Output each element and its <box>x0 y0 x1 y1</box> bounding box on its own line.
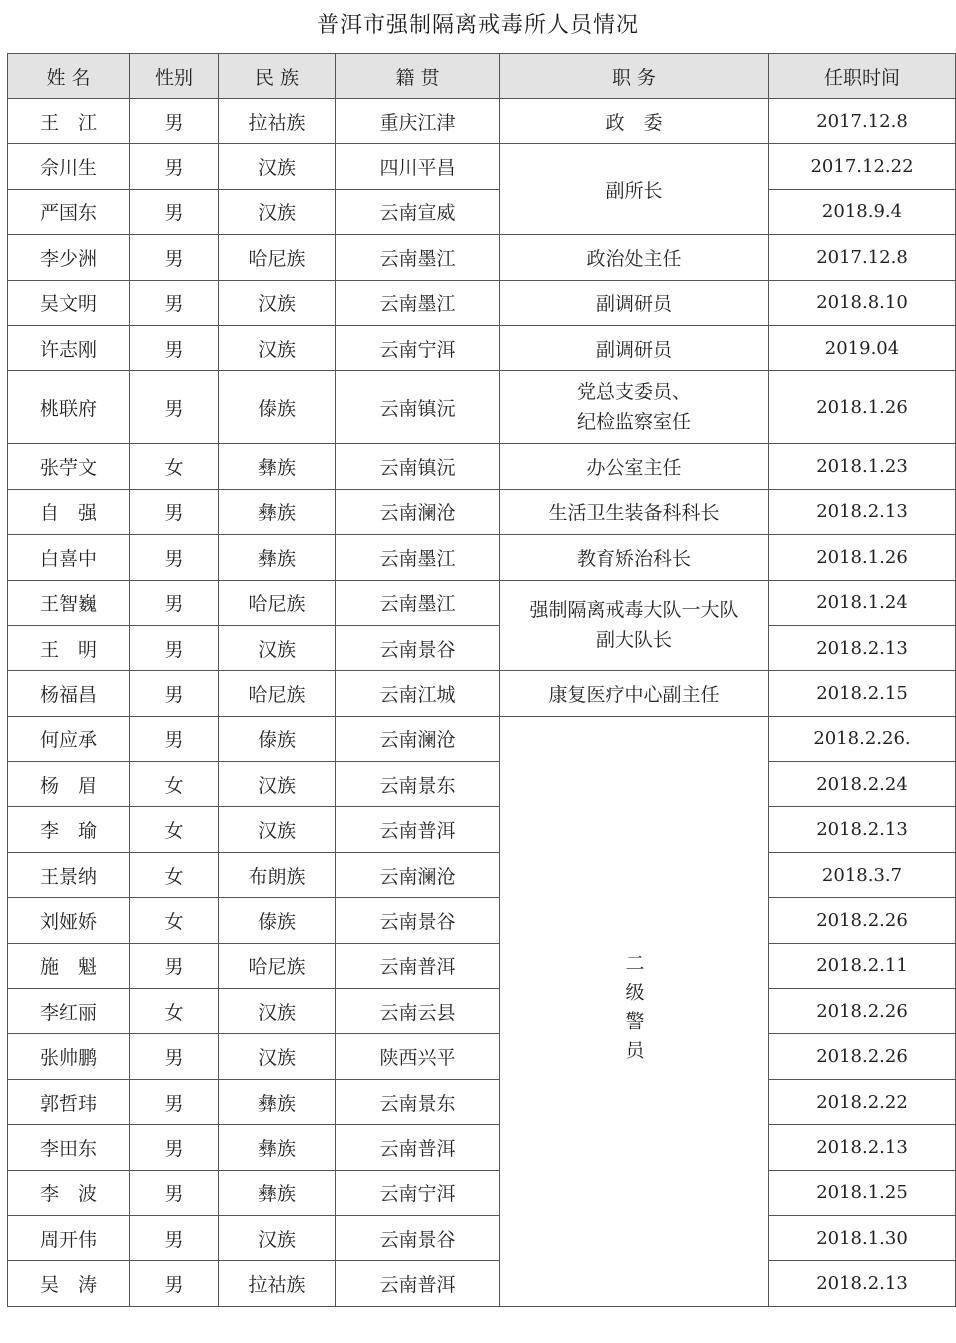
table-row <box>8 671 956 716</box>
cell-gender: 男 <box>130 943 219 988</box>
cell-origin: 云南景东 <box>336 1079 500 1124</box>
cell-origin: 云南墨江 <box>336 280 500 325</box>
cell-gender: 男 <box>130 1215 219 1260</box>
cell-ethnicity: 汉族 <box>219 625 336 670</box>
cell-gender: 女 <box>130 898 219 943</box>
cell-gender: 男 <box>130 1125 219 1170</box>
cell-origin: 云南澜沧 <box>336 716 500 761</box>
cell-date: 2018.2.13 <box>769 625 956 670</box>
cell-name: 张帅鹏 <box>8 1034 130 1079</box>
table-row <box>8 989 956 1034</box>
header-name: 姓 名 <box>8 54 130 99</box>
cell-ethnicity: 彝族 <box>219 1125 336 1170</box>
cell-name: 严国东 <box>8 189 130 234</box>
cell-date: 2018.1.26 <box>769 371 956 444</box>
table-row <box>8 1125 956 1170</box>
cell-date: 2018.2.24 <box>769 762 956 807</box>
page-title: 普洱市强制隔离戒毒所人员情况 <box>316 13 639 38</box>
cell-ethnicity: 汉族 <box>219 762 336 807</box>
cell-origin: 云南宁洱 <box>336 1170 500 1215</box>
table-row <box>8 1034 956 1079</box>
cell-origin: 重庆江津 <box>336 99 500 144</box>
header-appointment-date: 任职时间 <box>769 54 956 99</box>
cell-gender: 男 <box>130 580 219 625</box>
cell-ethnicity: 布朗族 <box>219 852 336 897</box>
cell-date: 2017.12.8 <box>769 235 956 280</box>
cell-gender: 女 <box>130 989 219 1034</box>
table-row <box>8 625 956 670</box>
table-row <box>8 235 956 280</box>
cell-name: 杨 眉 <box>8 762 130 807</box>
cell-gender: 男 <box>130 535 219 580</box>
cell-gender: 男 <box>130 99 219 144</box>
cell-gender: 男 <box>130 371 219 444</box>
cell-date: 2018.2.26 <box>769 1034 956 1079</box>
cell-ethnicity: 汉族 <box>219 325 336 370</box>
cell-position: 政治处主任 <box>500 235 769 280</box>
cell-origin: 云南镇沅 <box>336 371 500 444</box>
table-row <box>8 1215 956 1260</box>
cell-date: 2018.1.24 <box>769 580 956 625</box>
cell-name: 王 明 <box>8 625 130 670</box>
cell-name: 桃联府 <box>8 371 130 444</box>
table-row <box>8 716 956 761</box>
cell-ethnicity: 哈尼族 <box>219 943 336 988</box>
table-row <box>8 943 956 988</box>
cell-gender: 男 <box>130 235 219 280</box>
cell-gender: 男 <box>130 1261 219 1306</box>
cell-date: 2017.12.22 <box>769 144 956 189</box>
cell-gender: 男 <box>130 189 219 234</box>
position-vertical-text: 二级警员 <box>622 953 645 1070</box>
cell-ethnicity: 汉族 <box>219 1034 336 1079</box>
cell-origin: 云南普洱 <box>336 1125 500 1170</box>
cell-date: 2018.2.22 <box>769 1079 956 1124</box>
cell-position: 副所长 <box>500 144 769 235</box>
cell-origin: 云南澜沧 <box>336 489 500 534</box>
cell-name: 李红丽 <box>8 989 130 1034</box>
cell-position: 教育矫治科长 <box>500 535 769 580</box>
cell-date: 2018.2.13 <box>769 489 956 534</box>
cell-ethnicity: 傣族 <box>219 898 336 943</box>
cell-date: 2018.1.23 <box>769 444 956 489</box>
cell-origin: 云南镇沅 <box>336 444 500 489</box>
cell-date: 2018.2.15 <box>769 671 956 716</box>
cell-ethnicity: 彝族 <box>219 535 336 580</box>
cell-date: 2018.1.30 <box>769 1215 956 1260</box>
cell-name: 施 魁 <box>8 943 130 988</box>
cell-date: 2018.1.26 <box>769 535 956 580</box>
table-row <box>8 1261 956 1306</box>
cell-ethnicity: 拉祜族 <box>219 99 336 144</box>
position-line: 纪检监察室任 <box>576 411 691 434</box>
cell-ethnicity: 汉族 <box>219 807 336 852</box>
cell-date: 2018.1.25 <box>769 1170 956 1215</box>
header-position: 职 务 <box>500 54 769 99</box>
cell-ethnicity: 汉族 <box>219 280 336 325</box>
cell-gender: 男 <box>130 625 219 670</box>
cell-ethnicity: 彝族 <box>219 489 336 534</box>
cell-name: 王 江 <box>8 99 130 144</box>
cell-position <box>500 580 769 671</box>
cell-ethnicity: 彝族 <box>219 1079 336 1124</box>
header-gender: 性别 <box>130 54 219 99</box>
table-row <box>8 1170 956 1215</box>
cell-date: 2018.8.10 <box>769 280 956 325</box>
cell-position: 办公室主任 <box>500 444 769 489</box>
cell-gender: 女 <box>130 762 219 807</box>
table-row <box>8 371 956 444</box>
cell-position: 生活卫生装备科科长 <box>500 489 769 534</box>
cell-name: 自 强 <box>8 489 130 534</box>
cell-origin: 云南景东 <box>336 762 500 807</box>
cell-position: 政 委 <box>500 99 769 144</box>
table-row <box>8 489 956 534</box>
cell-gender: 男 <box>130 1034 219 1079</box>
header-ethnicity: 民 族 <box>219 54 336 99</box>
table-row <box>8 762 956 807</box>
cell-origin: 陕西兴平 <box>336 1034 500 1079</box>
cell-origin: 云南云县 <box>336 989 500 1034</box>
cell-origin: 云南宣威 <box>336 189 500 234</box>
table-row <box>8 325 956 370</box>
cell-position: 副调研员 <box>500 280 769 325</box>
cell-ethnicity: 汉族 <box>219 1215 336 1260</box>
cell-gender: 女 <box>130 444 219 489</box>
cell-position-vertical <box>500 716 769 1306</box>
table-row <box>8 535 956 580</box>
personnel-table <box>7 53 956 1307</box>
cell-date: 2018.2.13 <box>769 807 956 852</box>
cell-name: 李 波 <box>8 1170 130 1215</box>
cell-origin: 云南江城 <box>336 671 500 716</box>
cell-origin: 云南普洱 <box>336 807 500 852</box>
cell-date: 2018.2.26. <box>769 716 956 761</box>
cell-name: 李少洲 <box>8 235 130 280</box>
cell-ethnicity: 傣族 <box>219 371 336 444</box>
cell-date: 2019.04 <box>769 325 956 370</box>
cell-gender: 男 <box>130 671 219 716</box>
cell-ethnicity: 哈尼族 <box>219 580 336 625</box>
cell-name: 李 瑜 <box>8 807 130 852</box>
cell-origin: 云南景谷 <box>336 625 500 670</box>
table-row <box>8 807 956 852</box>
cell-origin: 云南普洱 <box>336 1261 500 1306</box>
cell-ethnicity: 哈尼族 <box>219 671 336 716</box>
cell-origin: 云南景谷 <box>336 898 500 943</box>
cell-name: 许志刚 <box>8 325 130 370</box>
cell-gender: 男 <box>130 144 219 189</box>
position-line: 强制隔离戒毒大队一大队 <box>529 599 739 622</box>
cell-ethnicity: 彝族 <box>219 1170 336 1215</box>
cell-name: 周开伟 <box>8 1215 130 1260</box>
table-row <box>8 580 956 625</box>
cell-gender: 男 <box>130 1170 219 1215</box>
cell-ethnicity: 汉族 <box>219 189 336 234</box>
table-row <box>8 1079 956 1124</box>
cell-name: 刘娅娇 <box>8 898 130 943</box>
table-row <box>8 444 956 489</box>
cell-date: 2018.2.11 <box>769 943 956 988</box>
cell-name: 佘川生 <box>8 144 130 189</box>
table-row <box>8 189 956 234</box>
cell-origin: 四川平昌 <box>336 144 500 189</box>
cell-gender: 女 <box>130 807 219 852</box>
table-row <box>8 898 956 943</box>
cell-ethnicity: 汉族 <box>219 989 336 1034</box>
cell-date: 2018.3.7 <box>769 852 956 897</box>
cell-ethnicity: 彝族 <box>219 444 336 489</box>
cell-gender: 男 <box>130 280 219 325</box>
cell-ethnicity: 拉祜族 <box>219 1261 336 1306</box>
cell-origin: 云南墨江 <box>336 580 500 625</box>
table-row <box>8 852 956 897</box>
table-row <box>8 99 956 144</box>
cell-name: 吴 涛 <box>8 1261 130 1306</box>
table-row <box>8 280 956 325</box>
cell-date: 2018.2.13 <box>769 1125 956 1170</box>
cell-date: 2018.9.4 <box>769 189 956 234</box>
cell-name: 郭哲玮 <box>8 1079 130 1124</box>
cell-ethnicity: 汉族 <box>219 144 336 189</box>
cell-gender: 女 <box>130 852 219 897</box>
cell-name: 李田东 <box>8 1125 130 1170</box>
cell-name: 王景纳 <box>8 852 130 897</box>
cell-gender: 男 <box>130 716 219 761</box>
header-origin: 籍 贯 <box>336 54 500 99</box>
cell-ethnicity: 哈尼族 <box>219 235 336 280</box>
cell-gender: 男 <box>130 325 219 370</box>
cell-origin: 云南墨江 <box>336 235 500 280</box>
cell-ethnicity: 傣族 <box>219 716 336 761</box>
position-line: 党总支委员、 <box>576 381 691 404</box>
cell-date: 2017.12.8 <box>769 99 956 144</box>
cell-position <box>500 371 769 444</box>
cell-name: 王智巍 <box>8 580 130 625</box>
cell-origin: 云南澜沧 <box>336 852 500 897</box>
cell-gender: 男 <box>130 1079 219 1124</box>
cell-name: 张苧文 <box>8 444 130 489</box>
cell-name: 白喜中 <box>8 535 130 580</box>
cell-origin: 云南宁洱 <box>336 325 500 370</box>
cell-position: 副调研员 <box>500 325 769 370</box>
cell-date: 2018.2.13 <box>769 1261 956 1306</box>
cell-origin: 云南普洱 <box>336 943 500 988</box>
cell-origin: 云南景谷 <box>336 1215 500 1260</box>
table-header-row <box>8 54 956 99</box>
cell-date: 2018.2.26 <box>769 898 956 943</box>
cell-origin: 云南墨江 <box>336 535 500 580</box>
cell-name: 何应承 <box>8 716 130 761</box>
cell-name: 吴文明 <box>8 280 130 325</box>
table-row <box>8 144 956 189</box>
cell-name: 杨福昌 <box>8 671 130 716</box>
cell-gender: 男 <box>130 489 219 534</box>
position-line: 副大队长 <box>595 629 672 652</box>
cell-position: 康复医疗中心副主任 <box>500 671 769 716</box>
cell-date: 2018.2.26 <box>769 989 956 1034</box>
